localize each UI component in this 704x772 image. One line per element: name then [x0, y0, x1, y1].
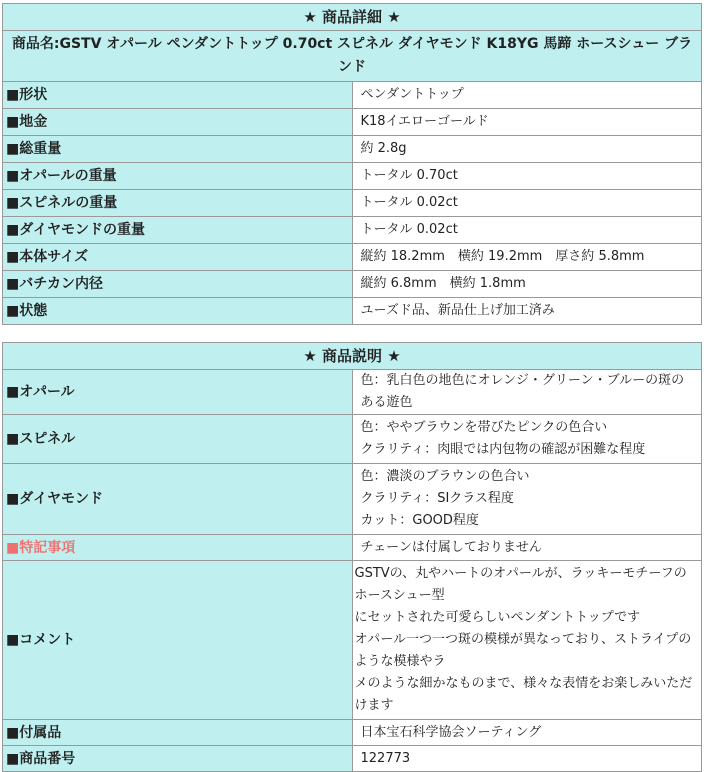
row-label: ■形状 [3, 82, 353, 109]
details-row [3, 298, 702, 325]
row-label: ■バチカン内径 [3, 271, 353, 298]
comment-label: ■コメント [3, 561, 353, 720]
special-label: ■特記事項 [3, 535, 353, 561]
details-row [3, 217, 702, 244]
details-row [3, 163, 702, 190]
diamond-line: カット：GOOD程度 [360, 513, 479, 528]
comment-value [352, 561, 702, 720]
description-table [2, 342, 702, 772]
details-header: ★ 商品詳細 ★ [3, 4, 702, 31]
details-row [3, 82, 702, 109]
details-row [3, 190, 702, 217]
spinel-value [352, 415, 702, 464]
row-value: 縦約 6.8mm 横約 1.8mm [352, 271, 702, 298]
comment-line: GSTVの、丸やハートのオパールが、ラッキーモチーフのホースシュー型 [354, 566, 687, 603]
diamond-line: クラリティ：SIクラス程度 [360, 491, 514, 506]
row-label: ■ダイヤモンドの重量 [3, 217, 353, 244]
row-value: ペンダントトップ [352, 82, 702, 109]
comment-line: メのような細かなものまで、様々な表情をお楽しみいただけます [354, 676, 693, 713]
desc-row-diamond [3, 464, 702, 535]
row-label: ■総重量 [3, 136, 353, 163]
accessories-value [352, 720, 702, 746]
opal-line: 色：乳白色の地色にオレンジ・グリーン・ブルーの斑のある遊色 [360, 373, 685, 410]
description-header: ★ 商品説明 ★ [3, 343, 702, 370]
row-label: ■本体サイズ [3, 244, 353, 271]
details-row [3, 109, 702, 136]
product-no-label: ■商品番号 [3, 746, 353, 772]
spinel-line: 色：ややブラウンを帯びたピンクの色合い [360, 420, 608, 435]
diamond-line: 色：濃淡のブラウンの色合い [360, 469, 530, 484]
product-no-line: 122773 [360, 750, 411, 766]
row-value: 縦約 18.2mm 横約 19.2mm 厚さ約 5.8mm [352, 244, 702, 271]
row-value: K18イエローゴールド [352, 109, 702, 136]
row-value: トータル 0.70ct [352, 163, 702, 190]
desc-row-spinel [3, 415, 702, 464]
spinel-label: ■スピネル [3, 415, 353, 464]
row-label: ■状態 [3, 298, 353, 325]
desc-row-comment [3, 561, 702, 720]
comment-line: オパール一つ一つ斑の模様が異なっており、ストライプのような模様やラ [354, 632, 692, 669]
accessories-label: ■付属品 [3, 720, 353, 746]
special-line: チェーンは付属しておりません [360, 539, 542, 555]
row-label: ■スピネルの重量 [3, 190, 353, 217]
details-row [3, 271, 702, 298]
desc-row-accessories [3, 720, 702, 746]
diamond-value [352, 464, 702, 535]
spinel-line: クラリティ：肉眼では内包物の確認が困難な程度 [360, 442, 646, 457]
row-value: 約 2.8g [352, 136, 702, 163]
product-title: 商品名:GSTV オパール ペンダントトップ 0.70ct スピネル ダイヤモンド K18YG 馬蹄 ホースシュー ブランド [3, 31, 702, 82]
row-value: トータル 0.02ct [352, 190, 702, 217]
diamond-label: ■ダイヤモンド [3, 464, 353, 535]
row-value: トータル 0.02ct [352, 217, 702, 244]
opal-label: ■オパール [3, 370, 353, 415]
row-label: ■オパールの重量 [3, 163, 353, 190]
product-no-value [352, 746, 702, 772]
desc-row-opal [3, 370, 702, 415]
details-row [3, 244, 702, 271]
desc-row-product-no [3, 746, 702, 772]
opal-value [352, 370, 702, 415]
row-label: ■地金 [3, 109, 353, 136]
details-table [2, 3, 702, 325]
details-row [3, 136, 702, 163]
desc-row-special [3, 535, 702, 561]
comment-line: にセットされた可愛らしいペンダントトップです [354, 610, 641, 625]
row-value: ユーズド品、新品仕上げ加工済み [352, 298, 702, 325]
accessories-line: 日本宝石科学協会ソーティング [360, 724, 542, 740]
special-value [352, 535, 702, 561]
